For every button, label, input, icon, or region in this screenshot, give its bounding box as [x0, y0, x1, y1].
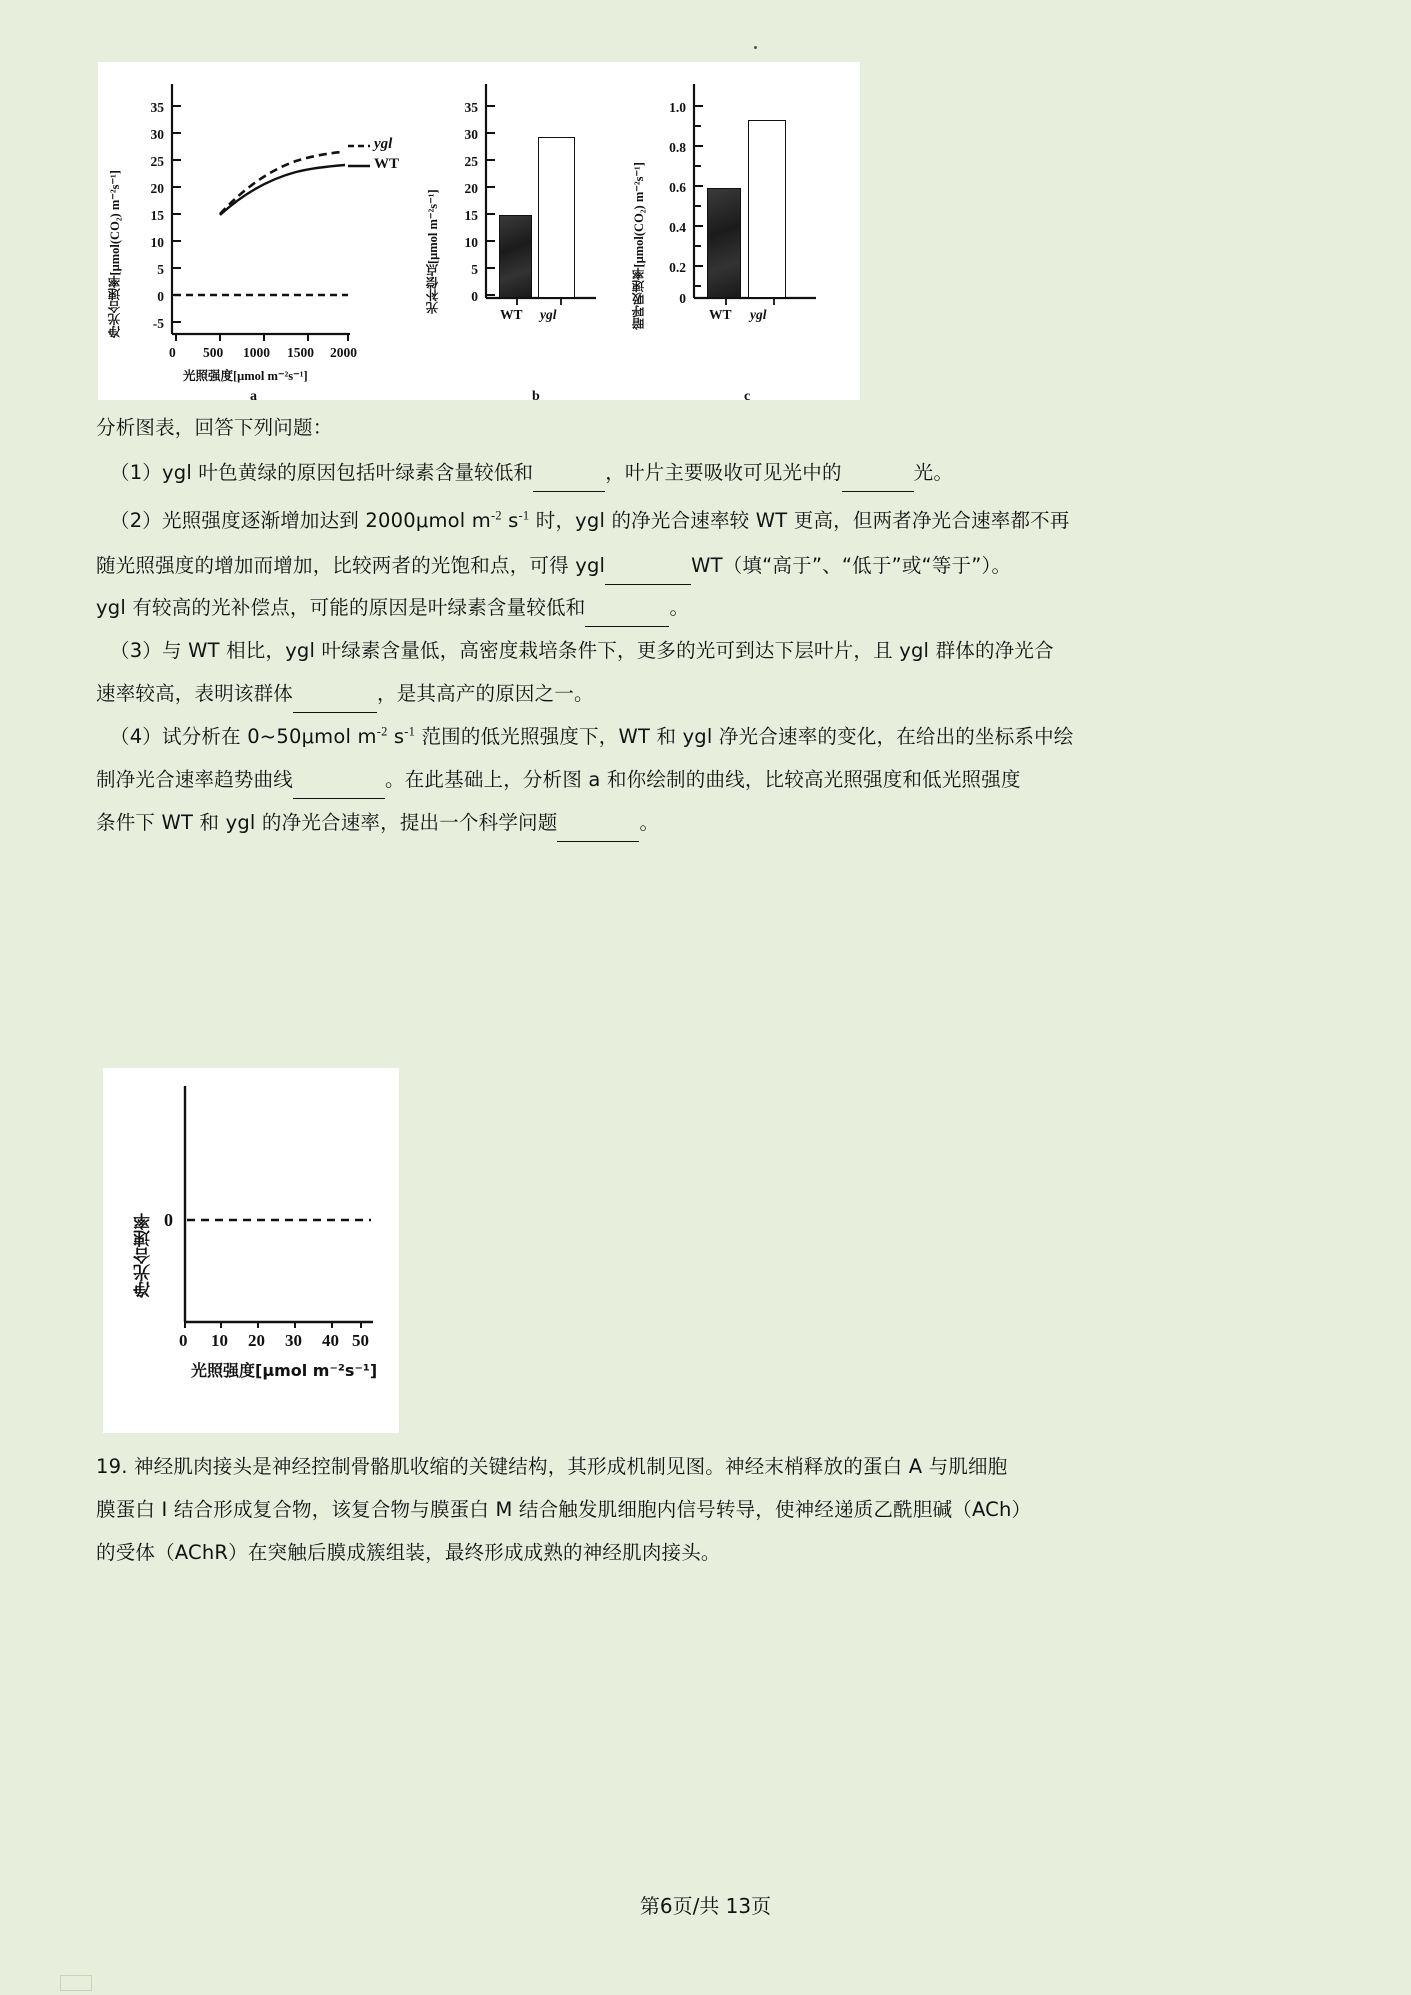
question-19-line-1: 19. 神经肌肉接头是神经控制骨骼肌收缩的关键结构，其形成机制见图。神经末梢释放的蛋白 A 与肌细胞 [96, 1455, 1008, 1478]
panel-a-ytick: 35 [150, 100, 164, 115]
panel-c-plot [626, 62, 860, 400]
panel-b-ytick: 25 [464, 154, 478, 169]
panel-b-caption: b [532, 389, 540, 404]
panel-c-ytick: 1.0 [669, 100, 686, 115]
panel-a-legend-wt: WT [374, 156, 400, 172]
panel-a-ytick: 30 [150, 127, 164, 142]
figure-2-xtick: 0 [179, 1331, 188, 1350]
panel-b-bar-wt [499, 215, 532, 298]
panel-a-ytick: 25 [150, 154, 164, 169]
q1-text-part1: （1）ygl 叶色黄绿的原因包括叶绿素含量较低和 [110, 461, 534, 484]
q1-blank-2[interactable] [842, 455, 914, 492]
panel-c-bar-wt [707, 188, 741, 298]
panel-a-ytick: 15 [150, 208, 164, 223]
question-4-line-2 [96, 762, 1326, 799]
q2-blank-2[interactable] [585, 590, 669, 627]
panel-b-ytick: 30 [464, 127, 478, 142]
panel-b-y-axis-label: 光补偿点[μmol m⁻²s⁻¹] [425, 189, 440, 314]
panel-b-ytick: 20 [464, 181, 478, 196]
question-19-line-2: 膜蛋白 I 结合形成复合物，该复合物与膜蛋白 M 结合触发肌细胞内信号转导，使神经递质乙酰胆碱（ACh） [96, 1498, 1032, 1521]
chart-panel-b [420, 62, 620, 404]
page-footer: 第6页/共 13页 [639, 1894, 772, 1918]
figure-2-blank-axes [103, 1068, 399, 1433]
q4-superscript-1: -2 [376, 724, 388, 739]
q4-superscript-2: -1 [404, 724, 416, 739]
question-3-line-1: （3）与 WT 相比，ygl 叶绿素含量低，高密度栽培条件下，更多的光可到达下层叶片，且 ygl 群体的净光合 [110, 639, 1054, 662]
q3-l2-text-part2: ，是其高产的原因之一。 [377, 682, 594, 705]
figure-2-xtick: 20 [248, 1331, 265, 1350]
panel-b-bar-ygl [538, 137, 575, 298]
panel-a-x-axis-title: 光照强度[μmol m⁻²s⁻¹] [183, 368, 308, 383]
panel-c-xtick: WT [709, 307, 732, 322]
panel-c-ytick: 0.2 [669, 260, 686, 275]
panel-a-caption: a [250, 389, 257, 404]
q2-l3-text-part1: ygl 有较高的光补偿点，可能的原因是叶绿素含量较低和 [96, 596, 586, 619]
q4-blank-2[interactable] [557, 805, 639, 842]
question-4-line-3 [96, 805, 1326, 842]
q4-text-part2: s [387, 725, 405, 748]
q4-text-part1: （4）试分析在 0~50μmol m [110, 725, 377, 748]
chart-panel-a [98, 62, 418, 404]
q3-blank-1[interactable] [293, 676, 377, 713]
q2-superscript-1: -2 [490, 508, 502, 523]
q4-l3-text-part2: 。 [639, 811, 660, 834]
q2-blank-1[interactable] [605, 548, 691, 585]
q4-text-part3: 范围的低光照强度下，WT 和 ygl 净光合速率的变化，在给出的坐标系中绘 [415, 725, 1074, 748]
panel-b-ytick: 35 [464, 100, 478, 115]
panel-a-ytick: -5 [152, 316, 164, 331]
panel-a-legend-ygl: ygl [374, 136, 393, 152]
page-bottom-artifact [60, 1975, 92, 1991]
figure-2-xtick: 50 [352, 1331, 369, 1350]
panel-a-ytick: 0 [157, 289, 164, 304]
q2-text-part2: s [501, 509, 519, 532]
q3-l2-text-part1: 速率较高，表明该群体 [96, 682, 294, 705]
figure-2-x-axis-title: 光照强度[μmol m⁻²s⁻¹] [191, 1361, 378, 1380]
panel-b-ytick: 0 [471, 289, 478, 304]
chart-panel-c [626, 62, 860, 404]
q1-text-part2: ，叶片主要吸收可见光中的 [605, 461, 842, 484]
question-3-line-2 [96, 676, 1316, 713]
q2-l2-text-part2: WT（填“高于”、“低于”或“等于”）。 [691, 554, 1012, 577]
panel-c-xtick: ygl [750, 307, 767, 322]
panel-b-ytick: 5 [471, 262, 478, 277]
panel-b-ytick: 15 [464, 208, 478, 223]
q4-l2-text-part1: 制净光合速率趋势曲线 [96, 768, 294, 791]
panel-b-xtick: ygl [540, 307, 557, 322]
question-1 [110, 455, 1310, 492]
panel-c-caption: c [744, 389, 751, 404]
q1-text-part3: 光。 [913, 461, 954, 484]
q2-text-part3: 时，ygl 的净光合速率较 WT 更高，但两者净光合速率都不再 [529, 509, 1070, 532]
q4-blank-1[interactable] [293, 762, 385, 799]
question-2-line-2 [96, 548, 1336, 585]
question-19-line-3: 的受体（AChR）在突触后膜成簇组装，最终形成成熟的神经肌肉接头。 [96, 1541, 721, 1564]
panel-a-ytick: 20 [150, 181, 164, 196]
panel-a-xtick: 1000 [243, 345, 270, 360]
panel-a-ytick: 5 [157, 262, 164, 277]
panel-b-ytick: 10 [464, 235, 478, 250]
instruction-line: 分析图表，回答下列问题： [96, 416, 333, 439]
page-top-dot [754, 46, 757, 49]
panel-a-ytick: 10 [150, 235, 164, 250]
q2-text-part1: （2）光照强度逐渐增加达到 2000μmol m [110, 509, 491, 532]
question-2-line-1 [110, 503, 1320, 539]
panel-a-y-axis-label: 净光合速率[μmol(CO₂) m⁻²s⁻¹] [107, 170, 122, 338]
q2-l2-text-part1: 随光照强度的增加而增加，比较两者的光饱和点，可得 ygl [96, 554, 606, 577]
panel-c-y-axis-label: 暗呼吸速率[μmol(CO₂) m⁻²s⁻¹] [631, 162, 646, 330]
q1-blank-1[interactable] [533, 455, 605, 492]
panel-c-ytick: 0.6 [669, 180, 686, 195]
panel-a-xtick: 500 [203, 345, 224, 360]
figure-2-ytick-zero: 0 [164, 1210, 173, 1230]
panel-a-xtick: 2000 [330, 345, 357, 360]
figure-2-xtick: 40 [322, 1331, 339, 1350]
q2-superscript-2: -1 [518, 508, 530, 523]
panel-a-xtick: 0 [169, 345, 176, 360]
panel-a-xtick: 1500 [287, 345, 314, 360]
q2-l3-text-part2: 。 [669, 596, 690, 619]
figure-2-xtick: 10 [211, 1331, 228, 1350]
q4-l3-text-part1: 条件下 WT 和 ygl 的净光合速率，提出一个科学问题 [96, 811, 558, 834]
panel-c-ytick: 0 [679, 291, 686, 306]
figure-2-y-axis-label: 净光合速率 [134, 1213, 154, 1298]
figure-1-photosynthesis-panels [98, 62, 860, 404]
question-2-line-3 [96, 590, 1336, 627]
panel-c-ytick: 0.4 [669, 220, 686, 235]
panel-c-bar-ygl [748, 120, 786, 298]
panel-b-xtick: WT [500, 307, 523, 322]
q4-l2-text-part2: 。在此基础上，分析图 a 和你绘制的曲线，比较高光照强度和低光照强度 [385, 768, 1021, 791]
panel-c-ytick: 0.8 [669, 140, 686, 155]
figure-2-xtick: 30 [285, 1331, 302, 1350]
question-4-line-1 [110, 719, 1340, 755]
